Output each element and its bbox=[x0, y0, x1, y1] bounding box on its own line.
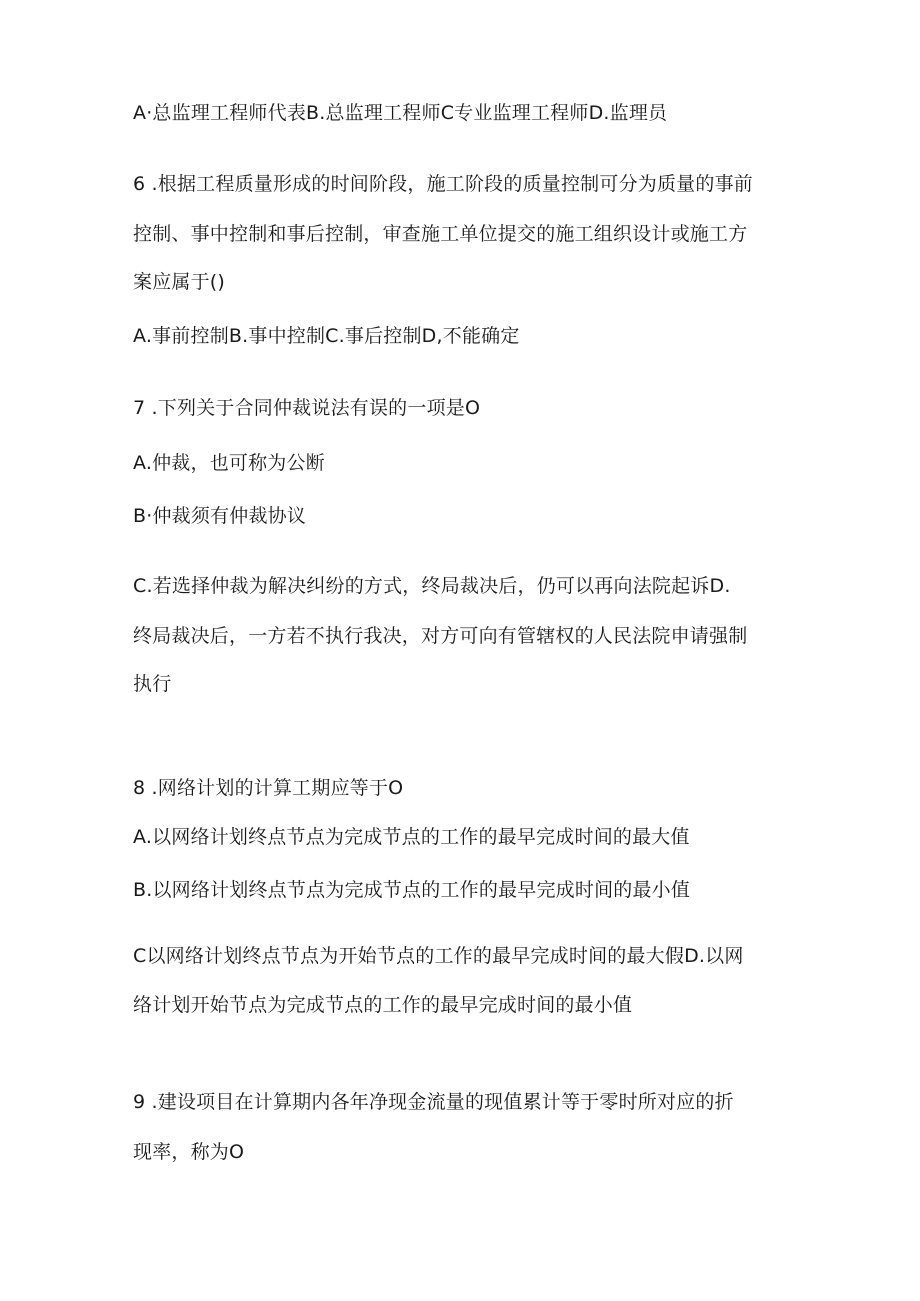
q9-text-line-2: 现率，称为O bbox=[133, 1141, 245, 1163]
q6-options: A.事前控制B.事中控制C.事后控制D,不能确定 bbox=[133, 325, 520, 347]
q8-option-a: A.以网络计划终点节点为完成节点的工作的最早完成时间的最大值 bbox=[133, 826, 690, 848]
q6-text-line-1: 6 .根据工程质量形成的时间阶段，施工阶段的质量控制可分为质量的事前 bbox=[133, 173, 753, 195]
q7-option-c-line-1: C.若选择仲裁为解决纠纷的方式，终局裁决后，仍可以再向法院起诉D. bbox=[133, 575, 731, 597]
q7-option-a: A.仲裁，也可称为公断 bbox=[133, 452, 325, 474]
q6-text-line-3: 案应属于() bbox=[133, 271, 226, 293]
q7-text: 7 .下列关于合同仲裁说法有误的一项是O bbox=[133, 397, 481, 419]
q8-option-b: B.以网络计划终点节点为完成节点的工作的最早完成时间的最小值 bbox=[133, 879, 691, 901]
q8-text: 8 .网络计划的计算工期应等于O bbox=[133, 777, 404, 799]
q5-options: A·总监理工程师代表B.总监理工程师C专业监理工程师D.监理员 bbox=[133, 102, 668, 124]
q7-option-c-line-2: 终局裁决后，一方若不执行我决，对方可向有管辖权的人民法院申请强制 bbox=[133, 625, 748, 647]
q8-option-c-line-2: 络计划开始节点为完成节点的工作的最早完成时间的最小值 bbox=[133, 994, 633, 1016]
q7-option-c-line-3: 执行 bbox=[133, 673, 172, 695]
q8-option-c-line-1: C以网络计划终点节点为开始节点的工作的最早完成时间的最大假D.以网 bbox=[133, 945, 744, 967]
q9-text-line-1: 9 .建设项目在计算期内各年净现金流量的现值累计等于零时所对应的折 bbox=[133, 1091, 734, 1113]
q7-option-b: B·仲裁须有仲裁协议 bbox=[133, 505, 307, 527]
q6-text-line-2: 控制、事中控制和事后控制，审查施工单位提交的施工组织设计或施工方 bbox=[133, 223, 748, 245]
